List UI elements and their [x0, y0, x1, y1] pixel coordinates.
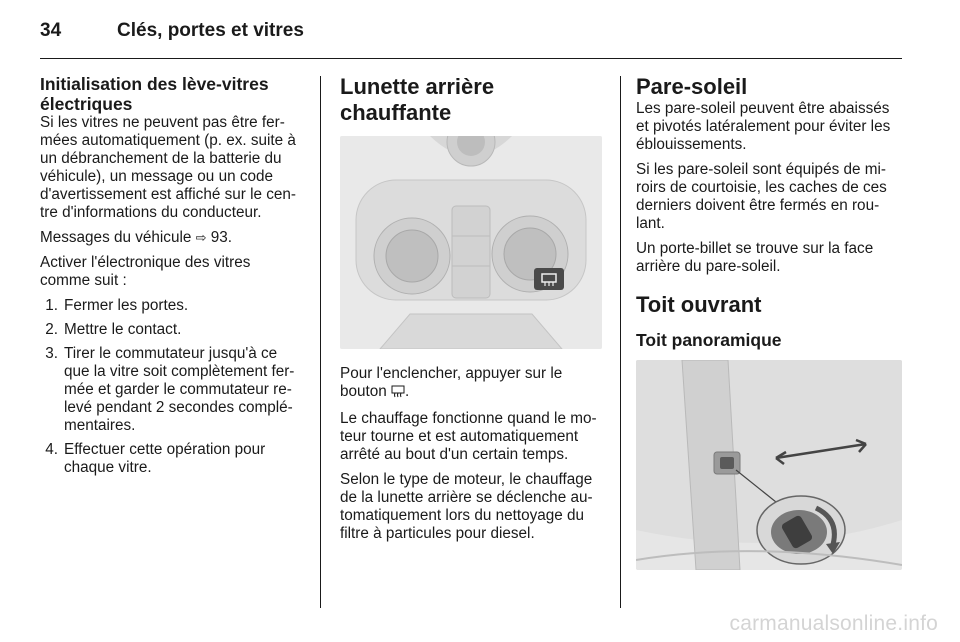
- column-right: [636, 74, 902, 570]
- paragraph-text: Pour l'enclencher, appuyer sur le bouton: [340, 365, 563, 400]
- climate-control-panel-image: [340, 136, 602, 349]
- paragraph: Si les vitres ne peuvent pas être fer-mées automatiquement (p. ex. suite à un débranchement de la batterie du véhicule), un message ou un code d'avertissement est affiché sur le cen-tre d'informations du conducteur.: [40, 114, 297, 221]
- header-rule: [40, 58, 902, 59]
- list-number: 2.: [45, 321, 58, 338]
- list-number: 3.: [45, 345, 58, 362]
- list-number: 1.: [45, 297, 58, 314]
- column-left: [40, 74, 304, 483]
- section-heading: Lunette arrière chauffante: [340, 74, 495, 125]
- list-item: [40, 441, 304, 477]
- section-heading: Toit ouvrant: [636, 292, 762, 317]
- steps-list: [40, 297, 304, 477]
- column-divider: [320, 76, 321, 608]
- page-reference-link[interactable]: 93.: [210, 229, 233, 246]
- column-middle: [340, 74, 602, 550]
- subsection-heading: Toit panoramique: [636, 330, 782, 350]
- paragraph: [40, 229, 304, 247]
- paragraph: Si les pare-soleil sont équipés de mi-roirs de courtoisie, les caches de ces derniers doivent être fermés en rou-lant.: [636, 161, 887, 232]
- list-text: Effectuer cette opération pour chaque vitre.: [64, 441, 266, 476]
- paragraph: Un porte-billet se trouve sur la face arrière du pare-soleil.: [636, 240, 874, 275]
- list-text: Fermer les portes.: [64, 297, 189, 314]
- watermark: carmanualsonline.info: [729, 612, 938, 635]
- reference-arrow-icon: ⇨: [195, 230, 207, 245]
- list-item: [40, 297, 304, 315]
- paragraph: Selon le type de moteur, le chauffage de la lunette arrière se déclenche au-tomatiquement lors du nettoyage du filtre à particules pour diesel.: [340, 471, 593, 542]
- list-text: Mettre le contact.: [64, 321, 182, 338]
- page-number: 34: [40, 20, 62, 41]
- list-item: [40, 321, 304, 339]
- paragraph: Activer l'électronique des vitres comme suit :: [40, 254, 251, 289]
- paragraph-text: Messages du véhicule: [40, 229, 192, 246]
- column-divider: [620, 76, 621, 608]
- list-item: [40, 345, 304, 435]
- section-heading: Initialisation des lève-vitres électriques: [40, 74, 269, 114]
- paragraph: Le chauffage fonctionne quand le mo-teur tourne et est automatiquement arrêté au bout d'un certain temps.: [340, 410, 597, 463]
- rear-window-heater-icon: [391, 385, 405, 403]
- list-text: Tirer le commutateur jusqu'à ce que la vitre soit complètement fer-mée et garder le commutateur re-levé pendant 2 secondes complé-mentaires.: [64, 345, 295, 434]
- paragraph: Pour l'enclencher, appuyer sur le bouton .: [340, 365, 602, 403]
- panoramic-roof-image: [636, 360, 902, 570]
- paragraph: Les pare-soleil peuvent être abaissés et pivotés latéralement pour éviter les éblouissements.: [636, 100, 891, 153]
- page-header-title: Clés, portes et vitres: [117, 20, 304, 41]
- list-number: 4.: [45, 441, 58, 458]
- section-heading: Pare-soleil: [636, 74, 748, 99]
